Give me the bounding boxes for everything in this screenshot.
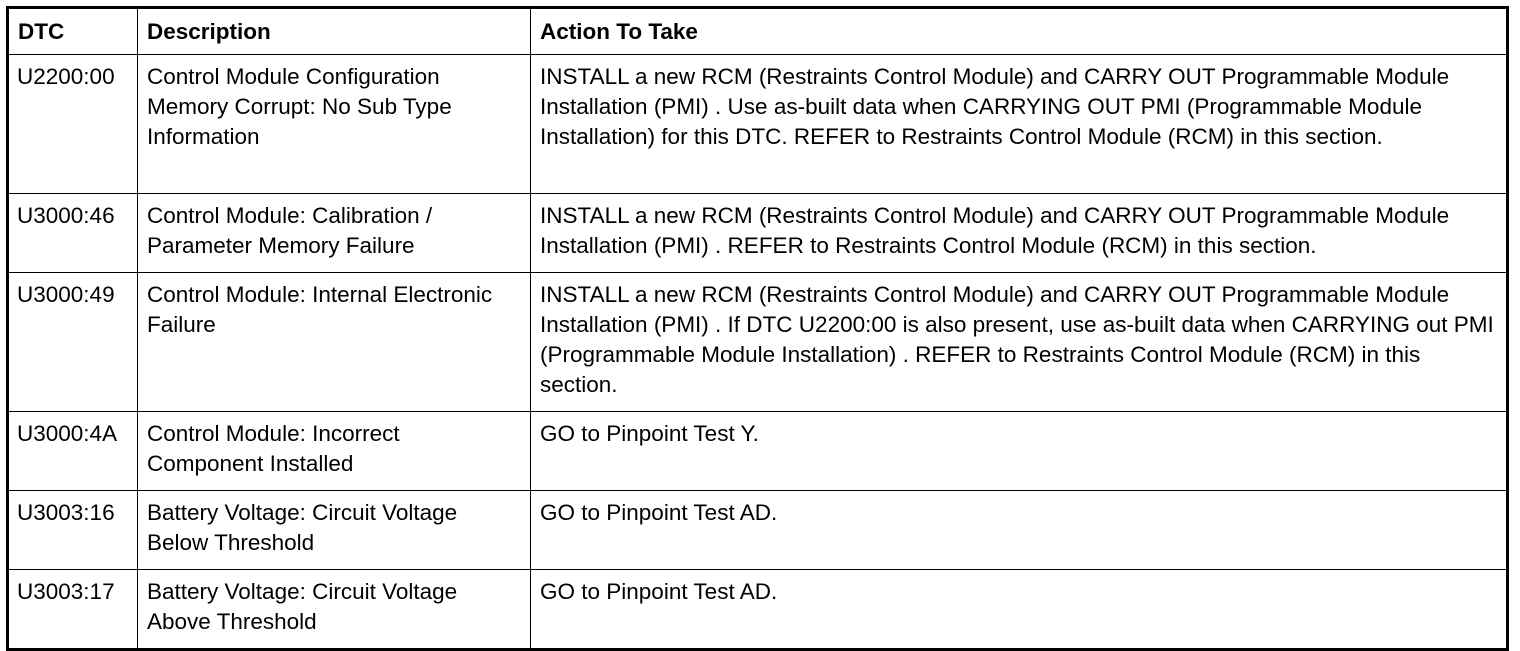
dtc-action: INSTALL a new RCM (Restraints Control Module) and CARRY OUT Programmable Module Installation (PMI) . If DTC U2200:00 is also present, use as-built data when CARRYING out PMI (Programmable Module Installation) . REFER to Restraints Control Module (RCM) in this section.: [531, 273, 1508, 412]
table-row: [8, 194, 1508, 273]
dtc-table: [6, 6, 1509, 651]
table-row: [8, 491, 1508, 570]
dtc-description: Control Module: Incorrect Component Installed: [138, 412, 531, 491]
dtc-code: U3000:46: [8, 194, 138, 273]
header-action: Action To Take: [531, 8, 1508, 55]
dtc-code: U3003:16: [8, 491, 138, 570]
table-row: [8, 412, 1508, 491]
header-dtc: DTC: [8, 8, 138, 55]
header-description: Description: [138, 8, 531, 55]
dtc-action: INSTALL a new RCM (Restraints Control Module) and CARRY OUT Programmable Module Installation (PMI) . Use as-built data when CARRYING OUT PMI (Programmable Module Installation) for this DTC. REFER to Restraints Control Module (RCM) in this section.: [531, 55, 1508, 194]
table-row: [8, 55, 1508, 194]
dtc-description: Control Module: Internal Electronic Failure: [138, 273, 531, 412]
table-row: [8, 570, 1508, 650]
dtc-code: U2200:00: [8, 55, 138, 194]
dtc-action: GO to Pinpoint Test AD.: [531, 491, 1508, 570]
dtc-description: Control Module: Calibration / Parameter Memory Failure: [138, 194, 531, 273]
dtc-action: GO to Pinpoint Test Y.: [531, 412, 1508, 491]
dtc-code: U3003:17: [8, 570, 138, 650]
dtc-description: Control Module Configuration Memory Corrupt: No Sub Type Information: [138, 55, 531, 194]
dtc-description: Battery Voltage: Circuit Voltage Below Threshold: [138, 491, 531, 570]
dtc-action: INSTALL a new RCM (Restraints Control Module) and CARRY OUT Programmable Module Installation (PMI) . REFER to Restraints Control Module (RCM) in this section.: [531, 194, 1508, 273]
dtc-description: Battery Voltage: Circuit Voltage Above Threshold: [138, 570, 531, 650]
dtc-code: U3000:49: [8, 273, 138, 412]
table-row: [8, 273, 1508, 412]
table-header-row: [8, 8, 1508, 55]
dtc-action: GO to Pinpoint Test AD.: [531, 570, 1508, 650]
dtc-code: U3000:4A: [8, 412, 138, 491]
